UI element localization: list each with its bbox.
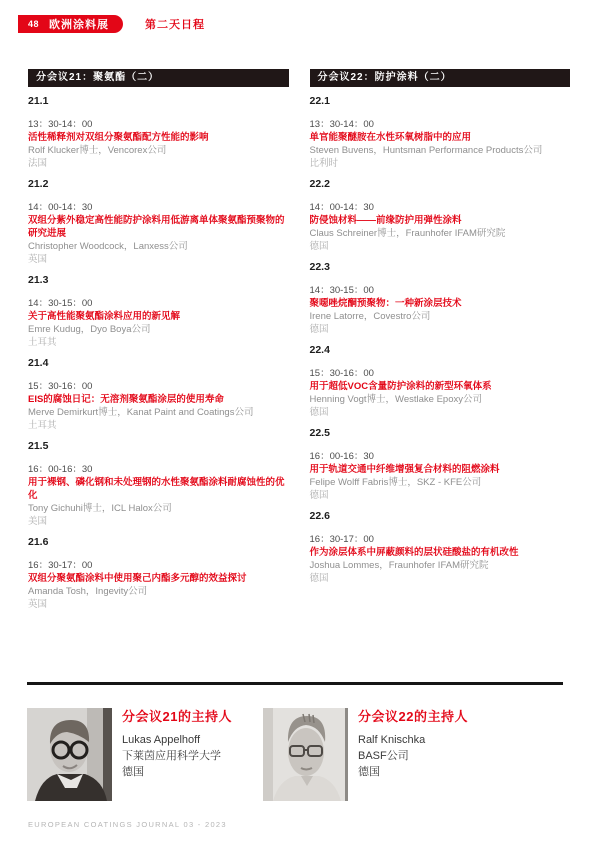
session-speaker: Steven Buvens，Huntsman Performance Products公司 <box>309 145 543 156</box>
session-number: 21.1 <box>28 95 49 107</box>
session-column-21 <box>28 69 289 611</box>
session-title: 单官能聚醚胺在水性环氧树脂中的应用 <box>309 132 472 143</box>
session-time: 16：00-16：30 <box>28 464 93 475</box>
session-time: 16：30-17：00 <box>28 560 93 571</box>
session-number: 21.6 <box>28 536 49 548</box>
session-22-2 <box>310 178 571 253</box>
session-number: 21.4 <box>28 357 49 369</box>
session-number: 21.5 <box>28 440 49 452</box>
session-21-4 <box>28 357 289 432</box>
session-22-6 <box>310 510 571 585</box>
session-number: 22.2 <box>309 178 330 190</box>
session-country: 德国 <box>309 573 329 584</box>
session-21-3 <box>28 274 289 349</box>
session-speaker: Emre Kudug，Dyo Boya公司 <box>28 324 151 335</box>
moderator-name: Ralf Knischka <box>358 734 426 746</box>
session-title: 关于高性能聚氨酯涂料应用的新见解 <box>28 311 181 322</box>
session-country: 英国 <box>28 254 48 265</box>
session-21-5 <box>28 440 289 528</box>
column-22-header: 分会议22：防护涂料（二） <box>310 69 571 87</box>
moderator-heading: 分会议22的主持人 <box>358 709 468 724</box>
session-time: 15：30-16：00 <box>309 368 374 379</box>
session-time: 14：00-14：30 <box>28 202 93 213</box>
session-country: 美国 <box>28 516 48 527</box>
moderator-card-22 <box>263 708 468 801</box>
session-22-5 <box>310 427 571 502</box>
session-time: 13：30-14：00 <box>309 119 374 130</box>
session-number: 22.3 <box>309 261 330 273</box>
session-title: 双组分聚氨酯涂料中使用聚己内酯多元醇的效益探讨 <box>28 573 247 584</box>
column-21-header: 分会议21：聚氨酯（二） <box>28 69 289 87</box>
moderator-affiliation: BASF公司 <box>358 750 409 762</box>
session-speaker: Rolf Klucker博士，Vencorex公司 <box>28 145 167 156</box>
session-country: 德国 <box>309 241 329 252</box>
session-22-1 <box>310 95 571 170</box>
session-speaker: Merve Demirkurt博士，Kanat Paint and Coatings公司 <box>28 407 254 418</box>
session-title: 防侵蚀材料——前缘防护用弹性涂料 <box>309 215 462 226</box>
session-country: 德国 <box>309 490 329 501</box>
session-time: 16：30-17：00 <box>309 534 374 545</box>
session-time: 13：30-14：00 <box>28 119 93 130</box>
section-label: 欧洲涂料展 <box>49 19 110 31</box>
session-22-3 <box>310 261 571 336</box>
page-number: 48 <box>28 19 40 29</box>
moderator-info-22 <box>358 708 468 780</box>
horizontal-rule <box>27 682 563 685</box>
session-title: 用于轨道交通中纤维增强复合材料的阻燃涂料 <box>309 464 500 475</box>
session-21-6 <box>28 536 289 611</box>
session-title: 用于超低VOC含量防护涂料的新型环氧体系 <box>309 381 492 392</box>
session-time: 15：30-16：00 <box>28 381 93 392</box>
session-title: 用于裸钢、磷化钢和未处理钢的水性聚氨酯涂料耐腐蚀性的优化 <box>28 477 285 501</box>
moderator-heading: 分会议21的主持人 <box>122 709 232 724</box>
session-time: 16：00-16：30 <box>309 451 374 462</box>
session-country: 德国 <box>309 324 329 335</box>
session-speaker: Irene Latorre，Covestro公司 <box>309 311 431 322</box>
section-tag <box>18 15 123 33</box>
session-title: 活性稀释剂对双组分聚氨酯配方性能的影响 <box>28 132 209 143</box>
session-number: 22.6 <box>309 510 330 522</box>
moderators-section <box>27 708 580 801</box>
session-number: 22.5 <box>309 427 330 439</box>
session-time: 14：30-15：00 <box>309 285 374 296</box>
session-country: 德国 <box>309 407 329 418</box>
session-number: 22.1 <box>309 95 330 107</box>
session-country: 英国 <box>28 599 48 610</box>
session-speaker: Tony Gichuhi博士，ICL Halox公司 <box>28 503 172 514</box>
session-time: 14：30-15：00 <box>28 298 93 309</box>
session-column-22 <box>310 69 571 611</box>
journal-footer: EUROPEAN COATINGS JOURNAL 03 - 2023 <box>28 820 227 829</box>
moderator-card-21 <box>27 708 263 801</box>
moderator-info-21 <box>122 708 232 780</box>
session-title: EIS的腐蚀日记：无溶剂聚氨酯涂层的使用寿命 <box>28 394 224 405</box>
session-country: 土耳其 <box>28 420 57 431</box>
session-speaker: Joshua Lommes，Fraunhofer IFAM研究院 <box>309 560 489 571</box>
schedule <box>28 69 570 611</box>
session-speaker: Felipe Wolff Fabris博士，SKZ - KFE公司 <box>309 477 482 488</box>
moderator-photo-lukas-appelhoff <box>27 708 112 801</box>
session-country: 比利时 <box>309 158 339 169</box>
session-speaker: Christopher Woodcock，Lanxess公司 <box>28 241 188 252</box>
moderator-name: Lukas Appelhoff <box>122 734 201 746</box>
session-country: 法国 <box>28 158 48 169</box>
page-title: 第二天日程 <box>145 19 206 31</box>
session-title: 双组分紫外稳定高性能防护涂料用低游离单体聚氨酯预聚物的研究进展 <box>28 215 285 239</box>
moderator-affiliation: 下莱茵应用科学大学 <box>122 750 221 762</box>
moderator-photo-ralf-knischka <box>263 708 348 801</box>
session-speaker: Claus Schreiner博士，Fraunhofer IFAM研究院 <box>309 228 506 239</box>
moderator-country: 德国 <box>358 766 380 778</box>
page-header <box>18 15 205 33</box>
session-number: 22.4 <box>309 344 330 356</box>
session-22-4 <box>310 344 571 419</box>
session-21-1 <box>28 95 289 170</box>
session-number: 21.3 <box>28 274 49 286</box>
session-country: 土耳其 <box>28 337 57 348</box>
session-time: 14：00-14：30 <box>309 202 374 213</box>
session-speaker: Henning Vogt博士，Westlake Epoxy公司 <box>309 394 482 405</box>
session-speaker: Amanda Tosh，Ingevity公司 <box>28 586 148 597</box>
session-21-2 <box>28 178 289 266</box>
session-number: 21.2 <box>28 178 49 190</box>
session-title: 聚噁唑烷酮预聚物：一种新涂层技术 <box>309 298 462 309</box>
session-title: 作为涂层体系中屏蔽颜料的层状硅酸盐的有机改性 <box>309 547 519 558</box>
moderator-country: 德国 <box>122 766 144 778</box>
